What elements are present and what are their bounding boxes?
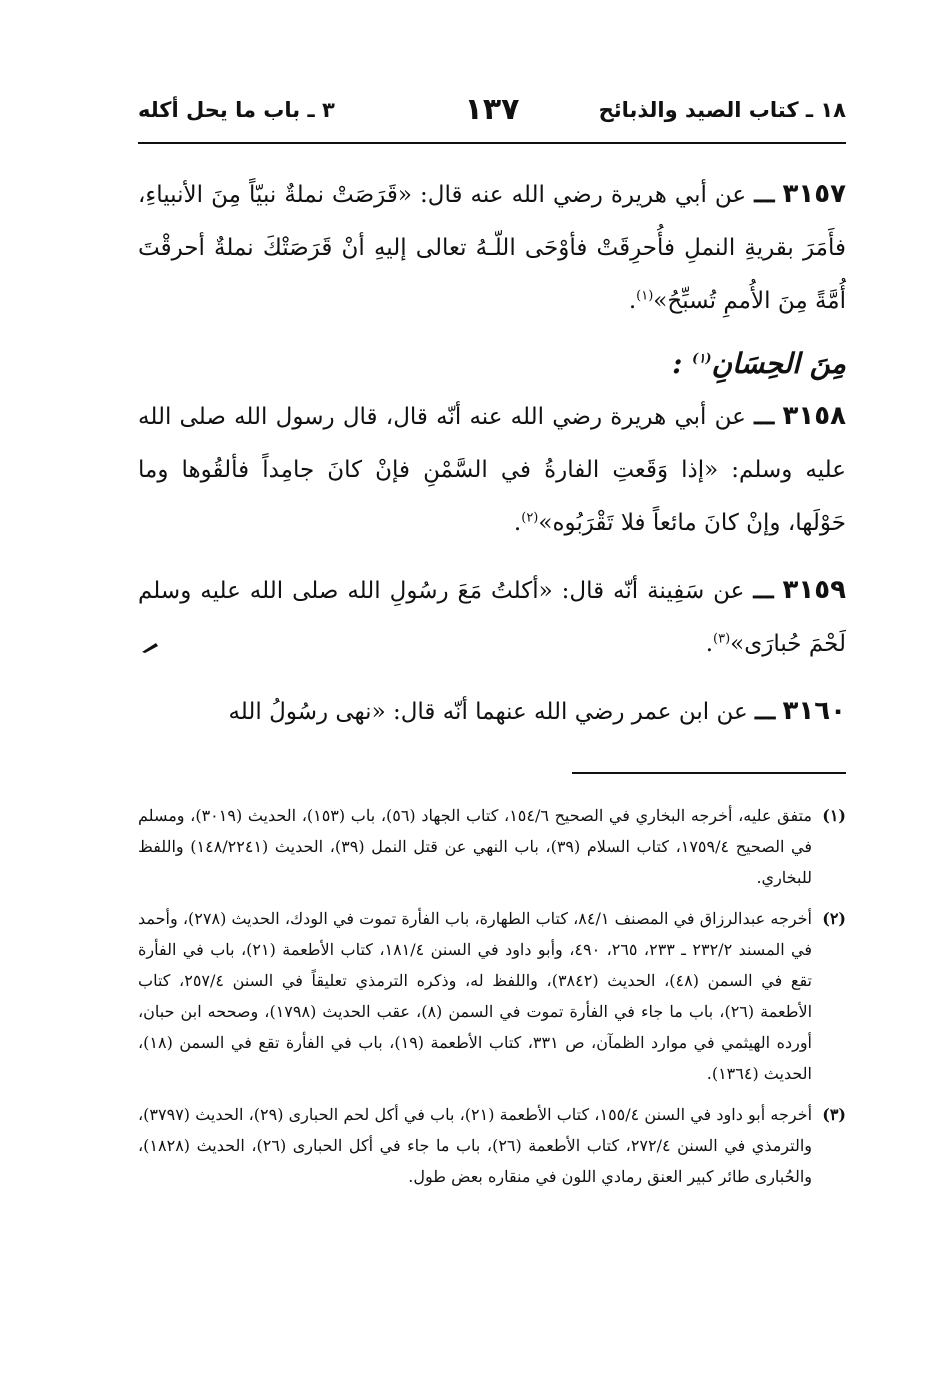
footnote-text: أخرجه عبدالرزاق في المصنف ٨٤/١، كتاب الطهارة، باب الفأرة تموت في الودك، الحديث (٢٧٨)، وأحمد في المسند ٢٣٢/٢ ـ ٢٣٣، ٢٦٥، ٤٩٠، وأبو داود في السنن ١٨١/٤، كتاب الأطعمة (٢١)، باب في الفأرة تقع في السمن (٤٨)، الحديث (٣٨٤٢)، واللفظ له، وذكره الترمذي تعليقاً في السنن ٢٥٧/٤، كتاب الأطعمة (٢٦)، باب ما جاء في الفأرة تموت في السمن (٨)، عقب الحديث (١٧٩٨)، وصححه ابن حبان، أورده الهيثمي في موارد الظمآن، ص ٣٣١، كتاب الأطعمة (١٩)، باب في الفأرة تقع في السمن (١٨)، الحديث (١٣٦٤).	[138, 909, 813, 1083]
margin-mark-icon	[140, 640, 160, 654]
hadith-3160	[138, 685, 846, 739]
hadith-dash: ـــ	[754, 698, 776, 725]
running-header	[138, 92, 846, 138]
section-heading-text: مِنَ الحِسَانِ	[711, 347, 846, 380]
main-text	[138, 168, 846, 739]
hadith-dash: ـــ	[753, 577, 774, 604]
footnote-3	[138, 1099, 846, 1192]
page-number: ١٣٧	[464, 92, 520, 127]
section-heading: مِنَ الحِسَانِ$^{(١)}$ :	[672, 347, 846, 380]
hadith-3158: ٣١٥٨ ـــ عن أبي هريرة رضي الله عنه أنّه قال، قال رسول الله صلى الله عليه وسلم: «إذا وَقَعتِ الفارةُ في السَّمْنِ فإنْ كانَ جامِداً فألقُوها وما حَوْلَها، وإنْ كانَ مائعاً فلا تَقْرَبُوه»$^{(٢)}$.	[138, 401, 846, 536]
hadith-3157: ٣١٥٧ ـــ عن أبي هريرة رضي الله عنه قال: «قَرَصَتْ نملةٌ نبيّاً مِنَ الأنبياءِ، فأَمَرَ بقريةِ النملِ فأُحرِقَتْ فأوْحَى اللّـهُ تعالى إليهِ أنْ قَرَصَتْكَ نملةٌ أحرقْتَ أُمَّةً مِنَ الأُممِ تُسبِّحُ»$^{(١)}$.	[138, 179, 847, 314]
footnote-ref: (٢)	[521, 510, 539, 526]
hadith-text: عن أبي هريرة رضي الله عنه قال: «قَرَصَتْ نملةٌ نبيّاً مِنَ الأنبياءِ، فأَمَرَ بقريةِ النملِ فأُحرِقَتْ فأوْحَى اللّـهُ تعالى إليهِ أنْ قَرَصَتْكَ نملةٌ أحرقْتَ أُمَّةً مِنَ الأُممِ تُسبِّحُ»	[138, 182, 846, 314]
hadith-number: ٣١٥٩	[782, 575, 846, 605]
footnote-number: (٣)	[822, 1105, 846, 1124]
footnote-rule	[572, 772, 846, 774]
footnote-text: متفق عليه، أخرجه البخاري في الصحيح ١٥٤/٦، كتاب الجهاد (٥٦)، باب (١٥٣)، الحديث (٣٠١٩)، ومسلم في الصحيح ١٧٥٩/٤، كتاب السلام (٣٩)، باب النهي عن قتل النمل (٣٩)، الحديث (١٤٨/٢٢٤١) واللفظ للبخاري.	[138, 806, 813, 887]
hadith-text: عن ابن عمر رضي الله عنهما أنّه قال: «نهى رسُولُ الله	[228, 699, 748, 725]
hadith-text: عن أبي هريرة رضي الله عنه أنّه قال، قال رسول الله صلى الله عليه وسلم: «إذا وَقَعتِ الفارةُ في السَّمْنِ فإنْ كانَ جامِداً فألقُوها وما حَوْلَها، وإنْ كانَ مائعاً فلا تَقْرَبُوه»	[138, 404, 846, 536]
footnote-ref: (١)	[636, 288, 654, 304]
hadith-dash: ـــ	[754, 181, 775, 208]
hadith-dash: ـــ	[754, 403, 775, 430]
chapter-title: ١٨ ـ كتاب الصيد والذبائح	[598, 98, 846, 122]
hadith-3159: ٣١٥٩ ـــ عن سَفِينة أنّه قال: «أكلتُ مَعَ رسُولِ الله صلى الله عليه وسلم لَحْمَ حُبارَى»$^{(٣)}$.	[138, 575, 846, 657]
hadith-number: ٣١٥٧	[782, 179, 847, 209]
footnotes	[138, 800, 846, 1202]
footnote-ref: (٣)	[713, 631, 731, 647]
footnote-number: (٢)	[822, 909, 846, 928]
section-heading-ref: (١)	[692, 351, 712, 367]
footnote-2	[138, 903, 846, 1089]
footnote-text: أخرجه أبو داود في السنن ١٥٥/٤، كتاب الأطعمة (٢١)، باب في أكل لحم الحبارى (٢٩)، الحديث (٣٧٩٧)، والترمذي في السنن ٢٧٢/٤، كتاب الأطعمة (٢٦)، باب ما جاء في أكل الحبارى (٢٦)، الحديث (١٨٢٨)، والحُبارى طائر كبير العنق رمادي اللون في منقاره بعض طول.	[138, 1105, 813, 1186]
footnote-1	[138, 800, 846, 893]
hadith-number: ٣١٦٠	[782, 696, 846, 726]
hadith-number: ٣١٥٨	[782, 401, 846, 431]
header-rule	[138, 142, 846, 144]
footnote-number: (١)	[822, 806, 846, 825]
section-title: ٣ ـ باب ما يحل أكله	[138, 98, 335, 122]
hadith-text: عن سَفِينة أنّه قال: «أكلتُ مَعَ رسُولِ الله صلى الله عليه وسلم لَحْمَ حُبارَى»	[138, 578, 846, 657]
